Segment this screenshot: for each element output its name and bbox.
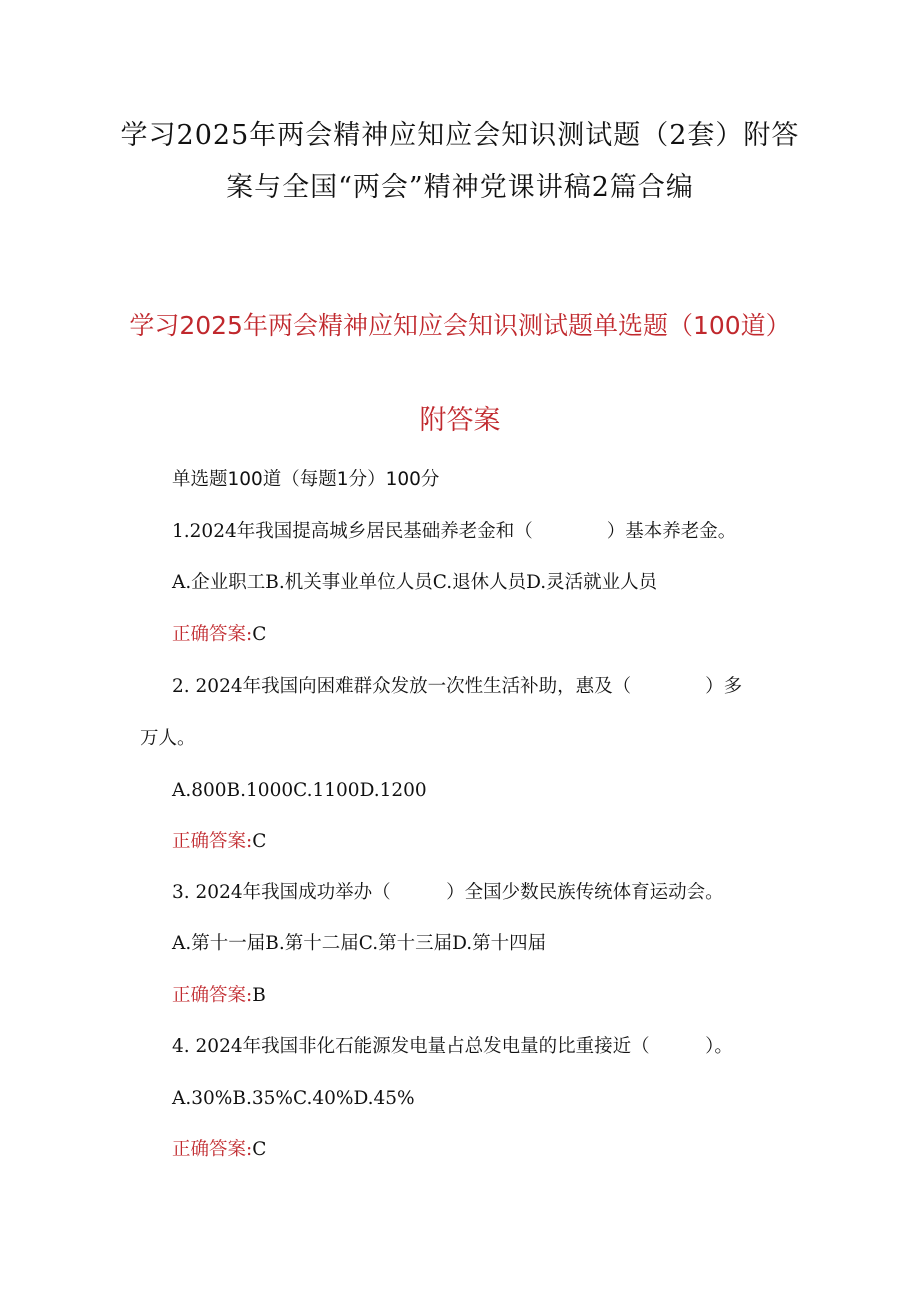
answer-value: B bbox=[252, 985, 266, 1006]
answer-label: 正确答案: bbox=[172, 831, 253, 852]
question-4-answer bbox=[172, 1136, 266, 1164]
question-2-answer bbox=[172, 828, 266, 856]
question-2-stem: 2. 2024年我国向困难群众发放一次性生活补助，惠及（ ）多 bbox=[172, 676, 743, 697]
section-intro: 单选题100道（每题1分）100分 bbox=[172, 469, 440, 490]
answer-heading: 附答案 bbox=[419, 405, 501, 436]
answer-value: C bbox=[252, 1139, 267, 1160]
question-3-options: A.第十一届B.第十二届C.第十三届D.第十四届 bbox=[172, 933, 547, 954]
question-4-options: A.30%B.35%C.40%D.45% bbox=[172, 1088, 415, 1109]
answer-value: C bbox=[252, 831, 267, 852]
document-title: 学习2025年两会精神应知应会知识测试题（2套）附答案与全国“两会”精神党课讲稿2篇合编 bbox=[120, 120, 800, 203]
question-1-stem: 1.2024年我国提高城乡居民基础养老金和（ ）基本养老金。 bbox=[172, 521, 737, 542]
question-2-stem-continued: 万人。 bbox=[140, 728, 196, 749]
answer-value: C bbox=[252, 624, 267, 645]
section-title: 学习2025年两会精神应知应会知识测试题单选题（100道） bbox=[129, 311, 791, 340]
question-1-options: A.企业职工B.机关事业单位人员C.退休人员D.灵活就业人员 bbox=[172, 572, 658, 593]
answer-label: 正确答案: bbox=[172, 1139, 253, 1160]
question-1-answer bbox=[172, 621, 266, 649]
question-4-stem: 4. 2024年我国非化石能源发电量占总发电量的比重接近（ ）。 bbox=[172, 1036, 733, 1057]
question-3-stem: 3. 2024年我国成功举办（ ）全国少数民族传统体育运动会。 bbox=[172, 882, 724, 903]
question-2-options: A.800B.1000C.1100D.1200 bbox=[172, 780, 427, 801]
answer-label: 正确答案: bbox=[172, 624, 253, 645]
answer-label: 正确答案: bbox=[172, 985, 253, 1006]
question-3-answer bbox=[172, 982, 266, 1010]
